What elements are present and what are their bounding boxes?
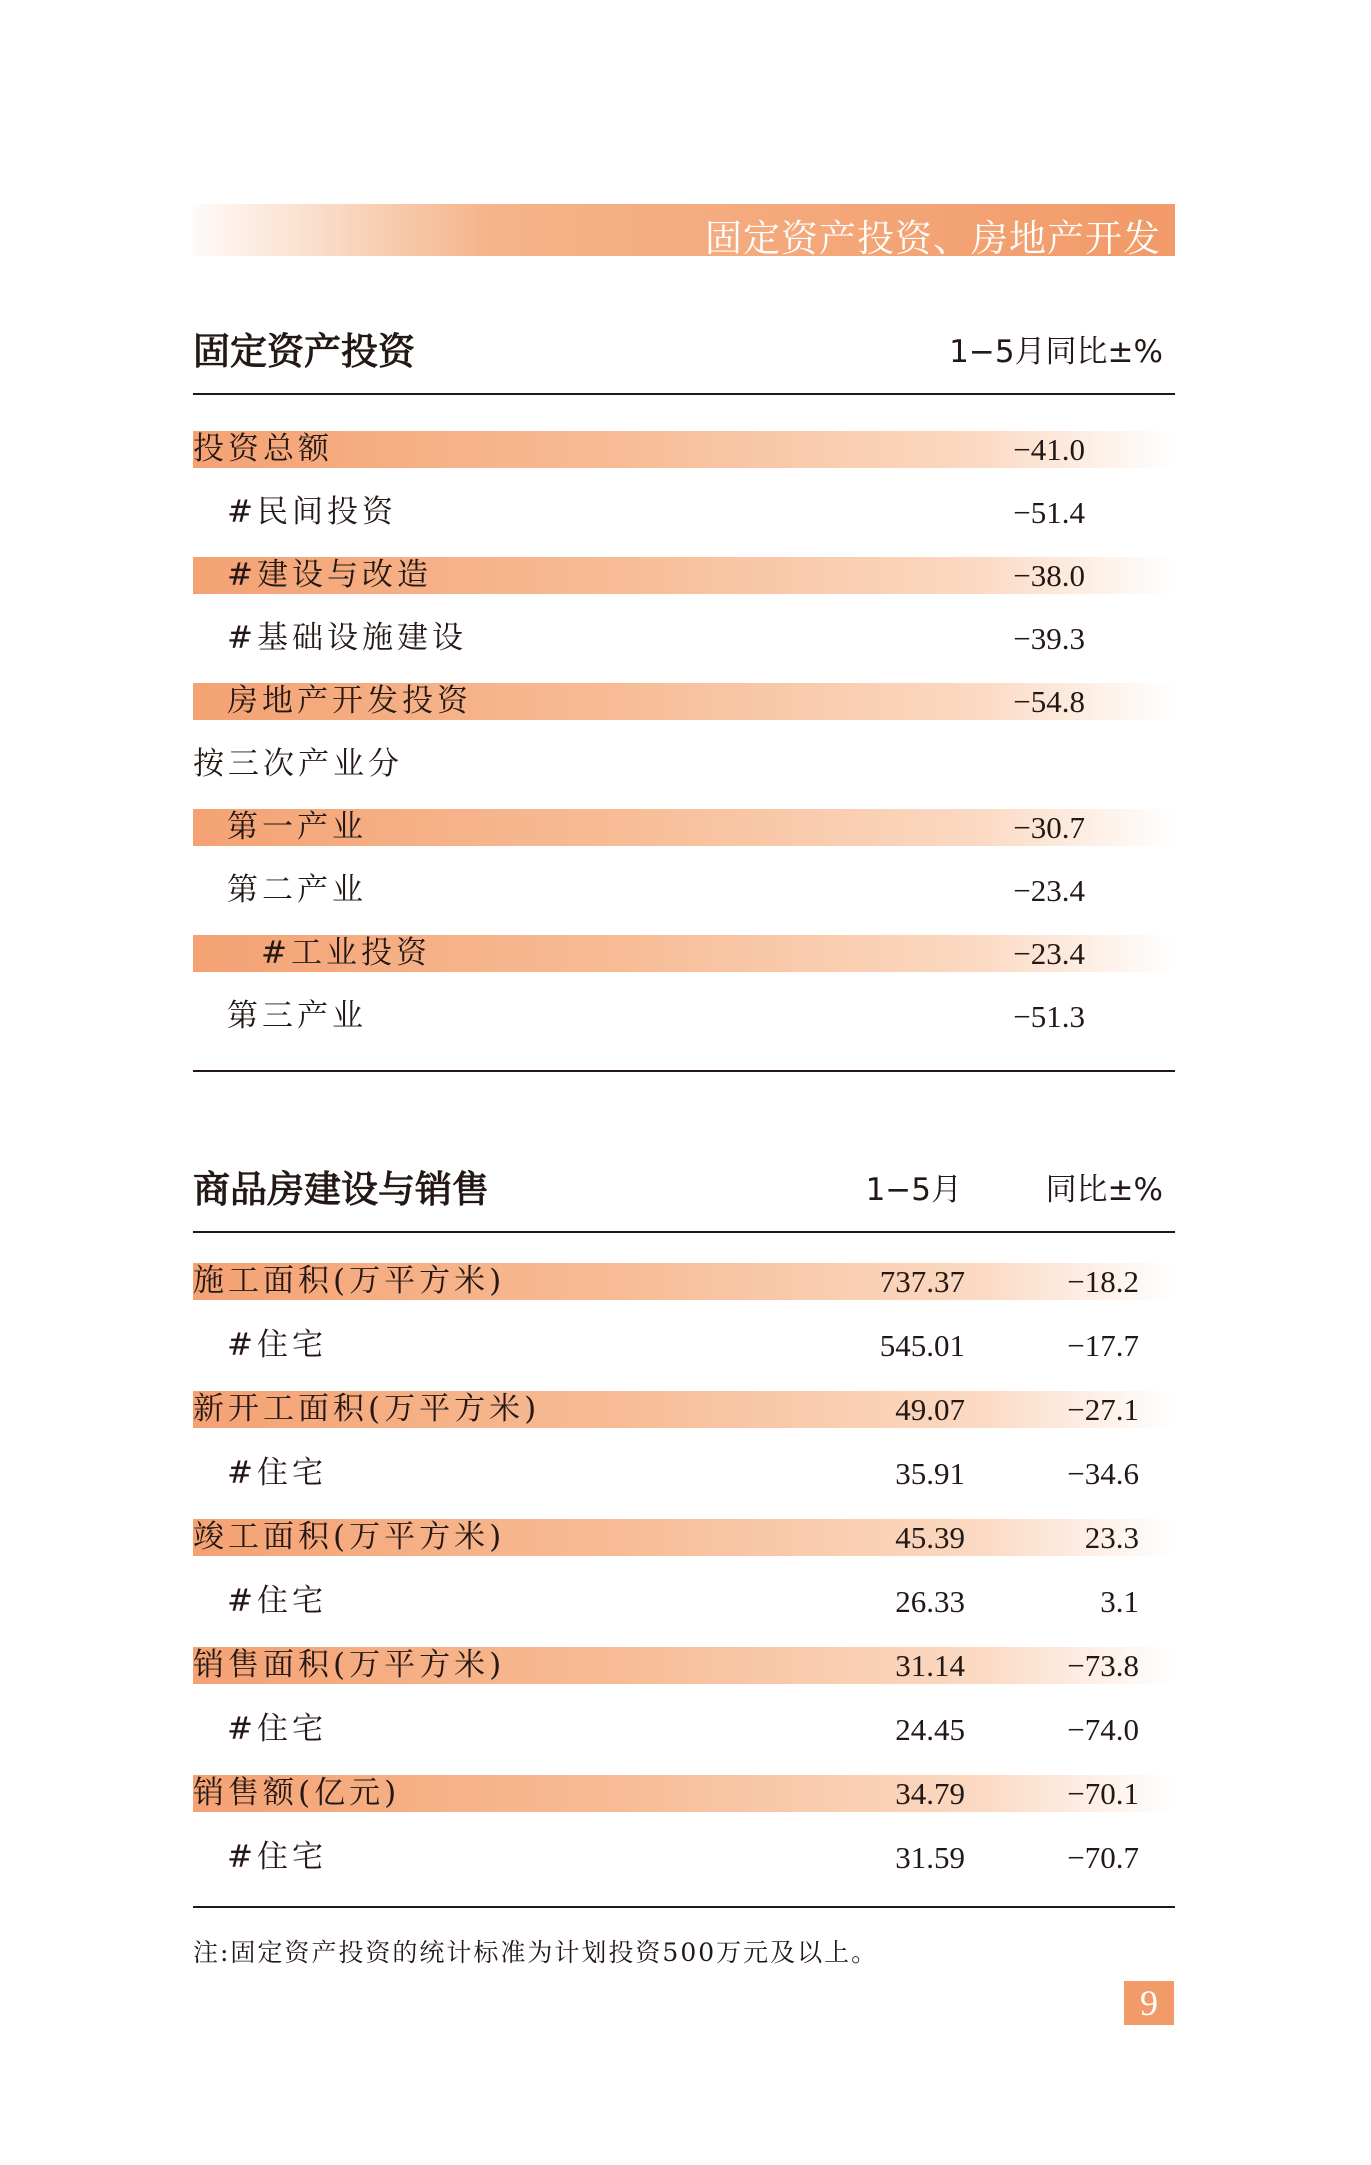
row-label: 第二产业	[227, 872, 367, 908]
table-row	[193, 431, 1175, 468]
row-value: −51.3	[1013, 999, 1085, 1034]
chapter-title: 固定资产投资、房地产开发	[705, 217, 1161, 260]
footnote: 注:固定资产投资的统计标准为计划投资500万元及以上。	[193, 1938, 879, 1967]
section2-header	[193, 1163, 1175, 1223]
row-value-yoy: −34.6	[1067, 1456, 1139, 1491]
row-value-yoy: −74.0	[1067, 1712, 1139, 1747]
row-label: 销售额(亿元)	[193, 1775, 401, 1811]
table-row	[193, 935, 1175, 972]
page-number: 9	[1124, 1981, 1174, 2025]
row-label: #住宅	[227, 1839, 327, 1875]
row-value: −41.0	[1013, 432, 1085, 467]
row-value-yoy: −18.2	[1067, 1264, 1139, 1299]
table-row	[193, 746, 1175, 783]
row-value: −23.4	[1013, 873, 1085, 908]
section1-bottom-rule	[193, 1070, 1175, 1072]
row-label: 第一产业	[227, 809, 367, 845]
row-label: 销售面积(万平方米)	[193, 1647, 506, 1683]
chapter-banner	[193, 204, 1175, 260]
row-value-ytd: 26.33	[895, 1584, 965, 1619]
row-label: #工业投资	[261, 935, 431, 971]
row-label: 房地产开发投资	[227, 683, 472, 719]
row-value: −23.4	[1013, 936, 1085, 971]
row-value-yoy: −17.7	[1067, 1328, 1139, 1363]
section2-top-rule	[193, 1231, 1175, 1233]
row-value-yoy: −70.1	[1067, 1776, 1139, 1811]
row-label: 投资总额	[193, 431, 333, 467]
row-value-ytd: 34.79	[895, 1776, 965, 1811]
table-row	[193, 620, 1175, 657]
table-row	[193, 809, 1175, 846]
table-row	[193, 1647, 1175, 1684]
section2-col1-header: 1−5月	[865, 1172, 962, 1208]
row-value-ytd: 45.39	[895, 1520, 965, 1555]
row-label: #民间投资	[227, 494, 397, 530]
row-value: −39.3	[1013, 621, 1085, 656]
row-value: −54.8	[1013, 684, 1085, 719]
row-value: −38.0	[1013, 558, 1085, 593]
table-row	[193, 557, 1175, 594]
section1-title: 固定资产投资	[193, 330, 415, 373]
row-value-yoy: 23.3	[1084, 1520, 1139, 1555]
row-label: #住宅	[227, 1583, 327, 1619]
section1-top-rule	[193, 393, 1175, 395]
table-row	[193, 1455, 1175, 1492]
row-value-ytd: 35.91	[895, 1456, 965, 1491]
row-label: 第三产业	[227, 998, 367, 1034]
table-row	[193, 1327, 1175, 1364]
row-label: 施工面积(万平方米)	[193, 1263, 506, 1299]
row-label: #住宅	[227, 1711, 327, 1747]
table-row	[193, 683, 1175, 720]
row-label: 按三次产业分	[193, 746, 403, 782]
section2-col2-header: 同比±%	[1045, 1172, 1163, 1208]
row-value-ytd: 49.07	[895, 1392, 965, 1427]
table-row	[193, 1775, 1175, 1812]
table-row	[193, 494, 1175, 531]
row-label: #住宅	[227, 1327, 327, 1363]
row-value: −30.7	[1013, 810, 1085, 845]
row-label: #建设与改造	[227, 557, 432, 593]
section1-col-header: 1−5月同比±%	[949, 334, 1163, 370]
table-row	[193, 1519, 1175, 1556]
table-row	[193, 872, 1175, 909]
row-value-ytd: 737.37	[879, 1264, 965, 1299]
row-label: #住宅	[227, 1455, 327, 1491]
row-value-yoy: −73.8	[1067, 1648, 1139, 1683]
table-row	[193, 1839, 1175, 1876]
row-value-ytd: 545.01	[879, 1328, 965, 1363]
section2-bottom-rule	[193, 1906, 1175, 1908]
row-value-ytd: 31.59	[895, 1840, 965, 1875]
row-value-yoy: −27.1	[1067, 1392, 1139, 1427]
row-label: 竣工面积(万平方米)	[193, 1519, 506, 1555]
table-row	[193, 1583, 1175, 1620]
table-row	[193, 1391, 1175, 1428]
row-label: #基础设施建设	[227, 620, 467, 656]
table-row	[193, 1263, 1175, 1300]
row-value-yoy: 3.1	[1100, 1584, 1139, 1619]
row-value-ytd: 31.14	[895, 1648, 965, 1683]
row-label: 新开工面积(万平方米)	[193, 1391, 541, 1427]
table-row	[193, 998, 1175, 1035]
section2-title: 商品房建设与销售	[193, 1168, 489, 1211]
row-value-yoy: −70.7	[1067, 1840, 1139, 1875]
section1-header	[193, 325, 1175, 385]
table-row	[193, 1711, 1175, 1748]
row-value: −51.4	[1013, 495, 1085, 530]
row-value-ytd: 24.45	[895, 1712, 965, 1747]
